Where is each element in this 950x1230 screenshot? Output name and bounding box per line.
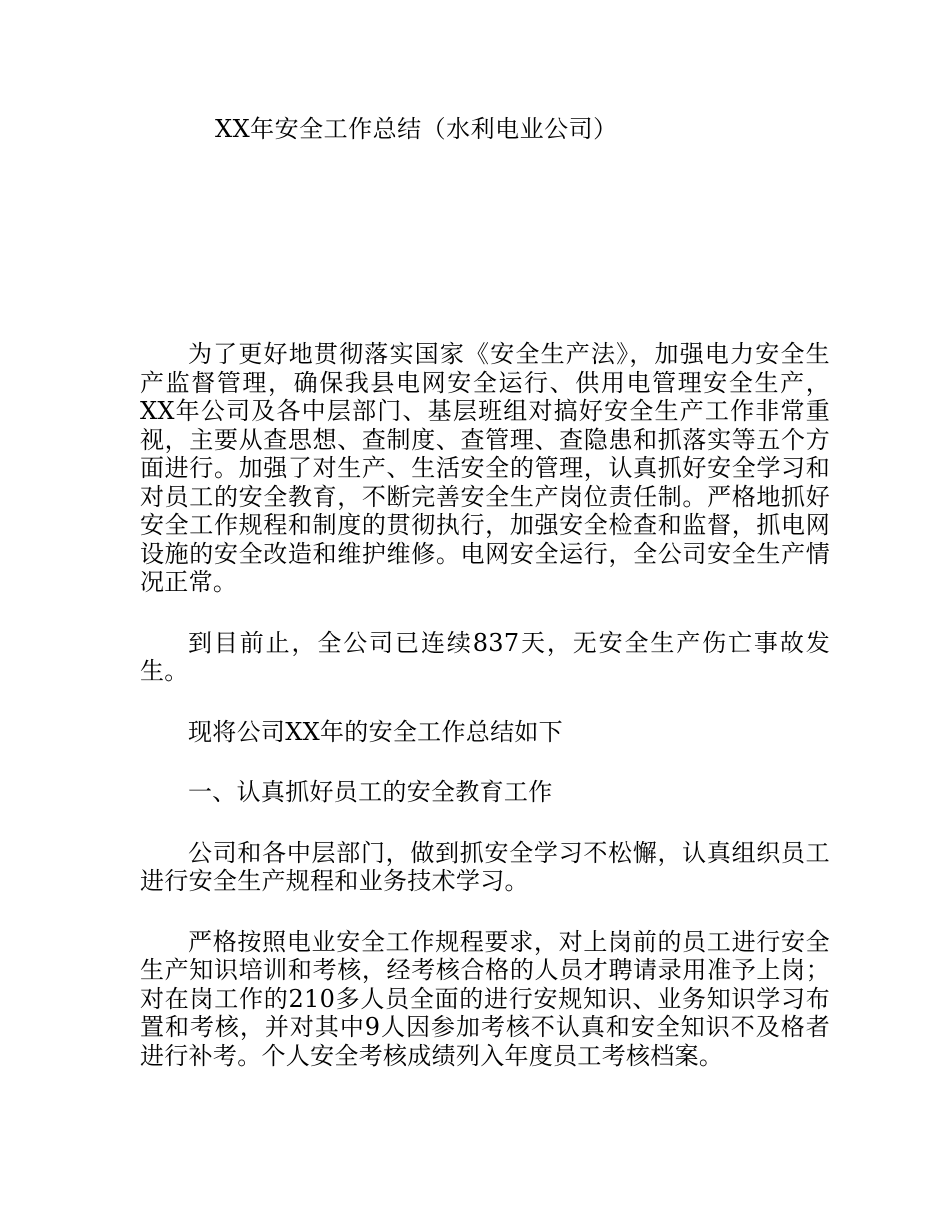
paragraph-safety-days: 到目前止，全公司已连续837天，无安全生产伤亡事故发生。 [140,628,830,685]
document-body [140,340,830,1102]
section-heading-1: 一、认真抓好员工的安全教育工作 [188,778,553,806]
paragraph-training: 严格按照电业安全工作规程要求，对上岗前的员工进行安全生产知识培训和考核，经考核合格的人员才聘请录用准予上岗；对在岗工作的210多人员全面的进行安规知识、业务知识学习布置和考核，并对其中9人因参加考核不认真和安全知识不及格者进行补考。个人安全考核成绩列入年度员工考核档案。 [140,927,830,1070]
paragraph-study: 公司和各中层部门，做到抓安全学习不松懈，认真组织员工进行安全生产规程和业务技术学习。 [140,838,830,895]
document-title: XX年安全工作总结（水利电业公司） [215,115,618,143]
paragraph-intro: 为了更好地贯彻落实国家《安全生产法》，加强电力安全生产监督管理，确保我县电网安全运行、供用电管理安全生产，XX年公司及各中层部门、基层班组对搞好安全生产工作非常重视，主要从查思想、查制度、查管理、查隐患和抓落实等五个方面进行。加强了对生产、生活安全的管理，认真抓好安全学习和对员工的安全教育，不断完善安全生产岗位责任制。严格地抓好安全工作规程和制度的贯彻执行，加强安全检查和监督，抓电网设施的安全改造和维护维修。电网安全运行，全公司安全生产情况正常。 [140,340,830,596]
paragraph-summary-lead: 现将公司XX年的安全工作总结如下 [188,717,563,746]
